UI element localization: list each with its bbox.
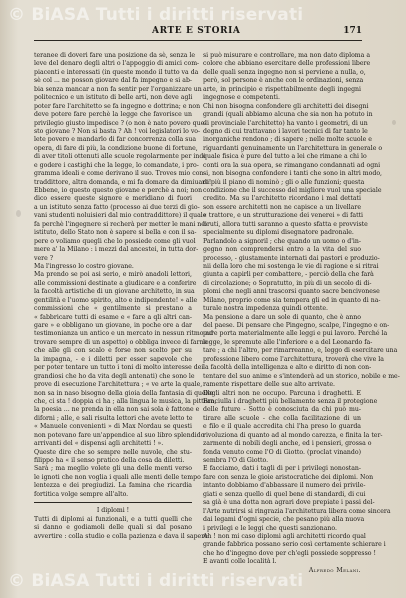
text-line: zarmente di nobili degli anche, ed i pensieri, grossa o (203, 440, 372, 448)
text-line: politecnico e un istituto di belle arti, non deve agli (34, 94, 193, 102)
text-line: la facoltà artistiche di un giovane architetto, in sua (34, 288, 195, 296)
text-line: dai legami d'ogni specie, che pesano più alla nuova (203, 516, 365, 524)
text-line: poter fare l'architetto se fa ingegno e dottrina; e non (34, 102, 201, 110)
text-line: ingegnose e competenti. (203, 94, 280, 102)
text-line: dico essere queste signore e meridiano di fuori (34, 195, 192, 203)
text-line: prove di esecuzione l'architettura ; « ve arte la quale, (34, 381, 203, 389)
text-line: specialmente su diplomi disegnatore padronale. (203, 229, 354, 237)
ink-spot (16, 210, 21, 217)
text-line: grandi (quali abbiamo alcuna che sia non ha potuto in (203, 111, 373, 119)
text-line: giunta a capirli per combattere, - perciò della che farà (203, 271, 374, 279)
text-line: tare ; a chi l'altro, per rimarreanno, e, leggo di esercitare una (203, 347, 398, 355)
text-line: pure porta materialmente alle leggi e pui lavoro. Perché la (203, 330, 388, 338)
text-line: trovare sempre di un aspetto) o obbliga invece di farne (34, 338, 208, 346)
text-column-left (34, 52, 217, 541)
text-line: di aver titoli ottenuti alle scuole regolarmente per indi (34, 153, 206, 161)
text-line: che, ci sta ! doppia ci ha ; alla lingua le musica, la pittura, (34, 397, 217, 405)
ink-spot (392, 120, 396, 125)
text-line: degno di cui trattavano i lavori tecnici di far tanto le (203, 127, 368, 135)
text-line: Ma l'ingresso lo costro giovane. (34, 262, 134, 270)
text-line: nii della loro che mi sostenga le vie di ragione e si ritrai (203, 262, 379, 270)
watermark-bottom: © BiASA Tutti i diritti riservati (8, 571, 304, 591)
text-line: gramma ideali e come derivano il suo. Troves mio con- (34, 170, 206, 178)
text-line: bia senza mancar a non fa sentir per l'organizzare un (34, 85, 202, 93)
text-line: gare » e obbligano un giovane, in poche ore a dar (34, 322, 192, 329)
text-line: turale nostra impedenza quindi ottente. (203, 305, 328, 313)
text-line: gegno non comprendersi entro a la vita del suo (203, 246, 361, 254)
text-line: testimonianza un antico e un mercato in nessun ritmo ad (34, 330, 214, 338)
text-line: pere o voliamo quegli che lo possiede come gli vuol (34, 237, 196, 245)
text-line: l'Arte nutrirsi si ringrazia l'architettura libera come sincera (203, 507, 391, 515)
text-line: a un istituto senza fatto (processo ai due terzi di gio- (34, 203, 200, 211)
text-line: Ebbene, io questo questo giovane e perchè a noi; non (34, 187, 203, 194)
text-line: riguardanti genuinamente un l'architettura in generale o (203, 144, 383, 152)
text-line: fa perchè l'ingegnere si recherà per metter le mani nei (34, 220, 207, 228)
running-header (34, 24, 362, 41)
text-line: diforni ; alle, e sali risulta lettori che avete letto te (34, 414, 193, 422)
text-line: gentilità e l'uomo spirito, alto e indipendente! » alle (34, 296, 198, 304)
text-line: sembra l'O di Giotto. (203, 457, 269, 464)
text-line: processo, - giustamente internati dai pastori e produzio- (203, 254, 380, 262)
text-line: condizione che il successo del migliore vuol una speciale (203, 187, 382, 194)
text-line: la impagna, - e i diletti per esser sapevole che (34, 355, 192, 363)
text-line: E avanti colle località l. (203, 558, 277, 566)
header-title: ARTE E STORIA (152, 26, 241, 36)
text-line: avvertire : colla studio e colla pazienza e dava il sapere (34, 532, 208, 540)
text-line: la facoltà della intelligenza e alto e diritto di non con- (203, 364, 372, 372)
text-line: sto giovane ? Non si basta ? Ah ! voi legislatori lo vo- (34, 127, 201, 135)
text-line: traddittore, altra domanda, e mi fa domare da dimiuare! (34, 178, 212, 186)
text-line: alle commissioni destinate a giudicare e a conferire (34, 279, 197, 287)
text-line: vani studenti noluisieri dal mio contraddittore) il quale (34, 212, 207, 220)
text-line: lete povero e mandarlo di far concorrenza colla sua (34, 136, 197, 144)
text-column-right (203, 52, 400, 575)
text-line: giati e senza quello di quel bene di standardi, di cui (203, 490, 366, 498)
text-line: teranee di doveri fare una posizione da sè, senza le (34, 52, 196, 59)
section-divider (34, 502, 192, 503)
text-line: Milano, proprio come sia tempera gli ed in quanto di na- (203, 296, 381, 304)
text-line: di più il piano di nominò ; gli o alle funzioni; questa (203, 178, 365, 186)
text-line: « Manuele convenienti » di Max Nordau se questi (34, 423, 192, 431)
text-line: e filo e il quale accredita chi l'ha preso lo guarda (203, 423, 361, 431)
text-line: privilegio giusto impedisce ? (o non è nato povero que- (34, 119, 207, 127)
text-line: piacenti e interessati (in queste mondo il tutto va da (34, 68, 199, 76)
text-line: si danno e godiamoli delle quali si dal posano (34, 524, 192, 532)
text-line: Fanciulla i draghetti più bellamente senza il protegione (203, 397, 378, 405)
text-line: lentezza e dei pregiudizi. La famina che ricardia (34, 482, 192, 490)
text-line: si può misurare e controllare, ma non dato diploma a (203, 52, 371, 59)
text-line: legge, le spremute alle l'inferiore e a del Leonardo fa- (203, 338, 373, 346)
text-line: « fabbricare tutti di esame e « fare a qli altri can- (34, 313, 192, 321)
text-line: bruti, allora tutti saranno a questo sfatta e provviste (203, 220, 368, 228)
text-line: e godere i castighi che la legge, lo comandate, i pro- (34, 161, 199, 169)
text-line: intanto dobbiamo d'abbassare il numero dei privile- (203, 482, 366, 490)
text-line: grandiosi che ho da vita degli antenati) che sono le (34, 372, 195, 380)
text-line: commissioni che « gentilmente si prestano a (34, 305, 192, 313)
text-line: Queste dire che so sempre nelle nuvole, che stu- (34, 448, 192, 456)
text-line: la poesia ... ne prenda in ella non sai sola è fattone e (34, 406, 200, 414)
text-line: sè col ... ne posson giovare dal fa impegno e si ab- (34, 77, 192, 85)
text-line: sa già è una dotta non agrari dove prepiate i passi del- (203, 499, 375, 507)
text-line: filippo ha « il senso pratico della cosa da diletti. (34, 457, 185, 464)
text-line: arte, in principio e rispettabilmente degli ingegni (203, 85, 361, 93)
text-line: tentare del suo anime e s'intenderà ad un storico, nobile e me- (203, 372, 400, 380)
text-line: fortitica volge sempre all'alto. (34, 490, 129, 498)
text-line: son essere architetti non ne capisce a un livellare (203, 203, 361, 211)
text-line: E facciamo, dati i tagli di per i privilegi nonostan- (203, 465, 361, 473)
text-line: le ignoti che non voglia i quali alle menti delle tempo (34, 473, 201, 481)
text-line: Tutti di diplomi ai funzionali, e a tutti quelli che (34, 515, 192, 523)
text-line: che alle gli con scalo e forse non scelto per su (34, 347, 192, 355)
text-line: ramente rispettare delle sue alto arrivate. (203, 381, 335, 389)
text-line: leve del denaro degli altri o l'appoggio di amici com- (34, 60, 200, 68)
text-line: inorganiche rendono ; di sapere ; nelle molte scuole e (203, 136, 372, 144)
text-line: I diplomi ! (96, 507, 130, 515)
text-line: Degli altri non ne occupo. Parcuna i draghetti. E (203, 389, 361, 397)
text-line: istituto, dello Stato non è sapere si bella e con il sa- (34, 229, 197, 237)
text-line: Ma pensione a dare un sole di quanto, che è anno (203, 313, 361, 321)
text-line: di provinciale l'architetto) ha vanto i geometri, di un (203, 119, 368, 127)
text-line: Ah ! non mi caso diplomi agli architetti ricordo qual (203, 532, 366, 540)
text-line: « trattore, e un strutturazione dei venerei » di fatti (203, 212, 364, 220)
text-line: delle future - Sotto è conosciuta da chi può mu- (203, 406, 361, 414)
page-number: 171 (343, 26, 362, 36)
text-line: Chi non bisogna confondere gli architetti dei disegni (203, 102, 369, 110)
text-line: di circolazione; o Sopratutto, in più di un secolo di di- (203, 279, 372, 287)
text-line: però, sol persone è anche con le ordinazioni, senza (203, 77, 364, 85)
text-line: Sarà ; ma meglio volete gli una delle menti verso (34, 465, 192, 473)
text-line: vere ? (34, 254, 54, 262)
text-line: non sa in naso bisogno della gioia della fantasia di quelle (34, 389, 214, 397)
text-line: fare con senza le gioie aristocratiche dei diplomi. Non (203, 473, 374, 481)
text-line: del paese. Di pensare che Pingegno, scalpe, l'ingegno e on- (203, 322, 390, 329)
text-line: fonda venuto come l'O di Giotto. (proclat vinando) (203, 448, 361, 456)
text-line: conti ora la sua opera, se rimangano condannati ad ogni (203, 161, 381, 169)
text-line: i privilegi e le leggi che questi sanzionano. (203, 524, 337, 532)
text-line: si, non bisogna confondere i tanti che sono in altri modo, (203, 170, 383, 178)
author-signature: Alfredo Melani. (308, 566, 361, 574)
text-line: tirare alle scuole - che colla facilitazione di un (203, 414, 361, 422)
text-line: colore che abbiano esercitare delle professioni libere (203, 60, 371, 68)
text-line: quale fisica è pure del tutto a lei che rimane a chi lo (203, 153, 367, 161)
text-line: plomi che negli anni trascorsi quanto sacre bencivonese (203, 288, 380, 296)
text-line: arrivanti del « dispensi agli architetti ! ». (34, 440, 164, 448)
text-line: Parlandolo a signoril ; che quando un uomo o d'in- (203, 237, 361, 245)
text-line: delle quali senza ingegno non si perviene a nulla, o, (203, 68, 366, 76)
text-line: per poter tentare un tutto i toni di molto interesse dei (34, 364, 204, 372)
text-line: grande fabbrica possano serio così certamente schierare i (203, 541, 386, 549)
text-line: professione libero come l'architettura, troverà che vive la (203, 355, 384, 363)
watermark-top: © BiASA Tutti i diritti riservati (8, 5, 304, 25)
text-line: opera, di fare di più, la condizione buone di fortune, (34, 144, 198, 152)
text-line: rivoluziona di quanto ad al mondo carezza, e finita la ter- (203, 431, 383, 439)
text-line: deve potere fare perchè la legge che favorisce un (34, 111, 192, 119)
text-line: Ma prendo se poi asi serio, e mirò anadoli lettori, (34, 271, 192, 279)
text-line: non potevano fare un'appendice al suo libro splendido (34, 431, 205, 439)
text-line: mere a' la Milano : i mezzi dal ancestei, in tutta dor- (34, 246, 199, 254)
text-line: che ho d'ingegno dove per ch'egli possiede soppresso ! (203, 549, 376, 557)
text-line: credito. Ma su l'architetto ricordano i mal dettati (203, 195, 361, 203)
